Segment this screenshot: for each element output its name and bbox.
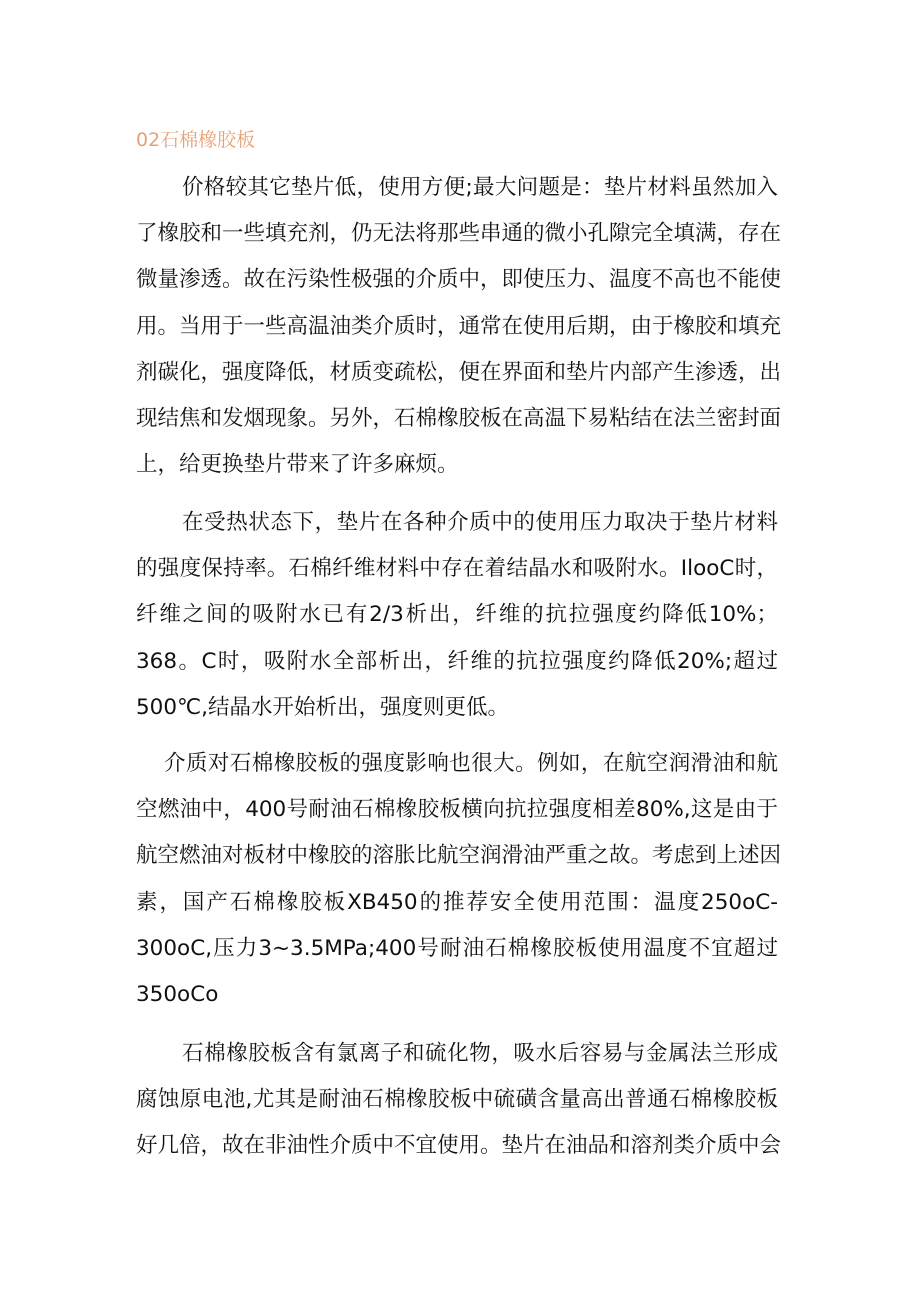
text-line: 500℃,结晶水开始析出，强度则更低。 — [136, 694, 510, 720]
text-line: 用。当用于一些高温油类介质时，通常在使用后期，由于橡胶和填充 — [136, 313, 782, 339]
paragraph-medium-effect — [136, 741, 782, 1018]
text-line: 368。C时，吸附水全部析出，纤维的抗拉强度约降低20%;超过 — [136, 648, 778, 674]
text-line: 微量渗透。故在污染性极强的介质中，即使压力、温度不高也不能使 — [136, 267, 782, 293]
text-line: 航空燃油对板材中橡胶的溶胀比航空润滑油严重之故。考虑到上述因 — [136, 843, 782, 869]
text-line: 现结焦和发烟现象。另外，石棉橡胶板在高温下易粘结在法兰密封面 — [136, 405, 782, 431]
paragraph-heat-strength — [136, 500, 778, 731]
text-line: 的强度保持率。石棉纤维材料中存在着结晶水和吸附水。IlooC时， — [136, 556, 778, 582]
paragraph-gasket-cost — [136, 165, 782, 488]
text-line: 剂碳化，强度降低，材质变疏松，便在界面和垫片内部产生渗透，出 — [136, 359, 782, 385]
text-line: 石棉橡胶板含有氯离子和硫化物，吸水后容易与金属法兰形成 — [182, 1041, 778, 1066]
text-line: 纤维之间的吸附水已有2/3析出，纤维的抗拉强度约降低10%； — [136, 602, 778, 628]
paragraph-corrosion — [136, 1031, 782, 1170]
text-line: 在受热状态下，垫片在各种介质中的使用压力取决于垫片材料 — [182, 510, 778, 535]
text-line: 素，国产石棉橡胶板XB450的推荐安全使用范围：温度250oC- — [136, 889, 778, 915]
text-line: 价格较其它垫片低，使用方便;最大问题是：垫片材料虽然加入 — [182, 175, 778, 200]
text-line: 好几倍，故在非油性介质中不宜使用。垫片在油品和溶剂类介质中会 — [136, 1133, 782, 1159]
section-heading: 02石棉橡胶板 — [136, 129, 256, 151]
text-line: 腐蚀原电池,尤其是耐油石棉橡胶板中硫磺含量高出普通石棉橡胶板 — [136, 1087, 778, 1113]
text-line: 空燃油中，400号耐油石棉橡胶板横向抗拉强度相差80%,这是由于 — [136, 797, 778, 823]
text-line: 350oCo — [136, 981, 219, 1007]
text-line: 300oC,压力3~3.5MPa;400号耐油石棉橡胶板使用温度不宜超过 — [136, 935, 778, 961]
text-line: 介质对石棉橡胶板的强度影响也很大。例如，在航空润滑油和航 — [164, 751, 778, 776]
text-line: 了橡胶和一些填充剂，仍无法将那些串通的微小孔隙完全填满，存在 — [136, 221, 782, 247]
text-line: 上，给更换垫片带来了许多麻烦。 — [136, 452, 459, 478]
